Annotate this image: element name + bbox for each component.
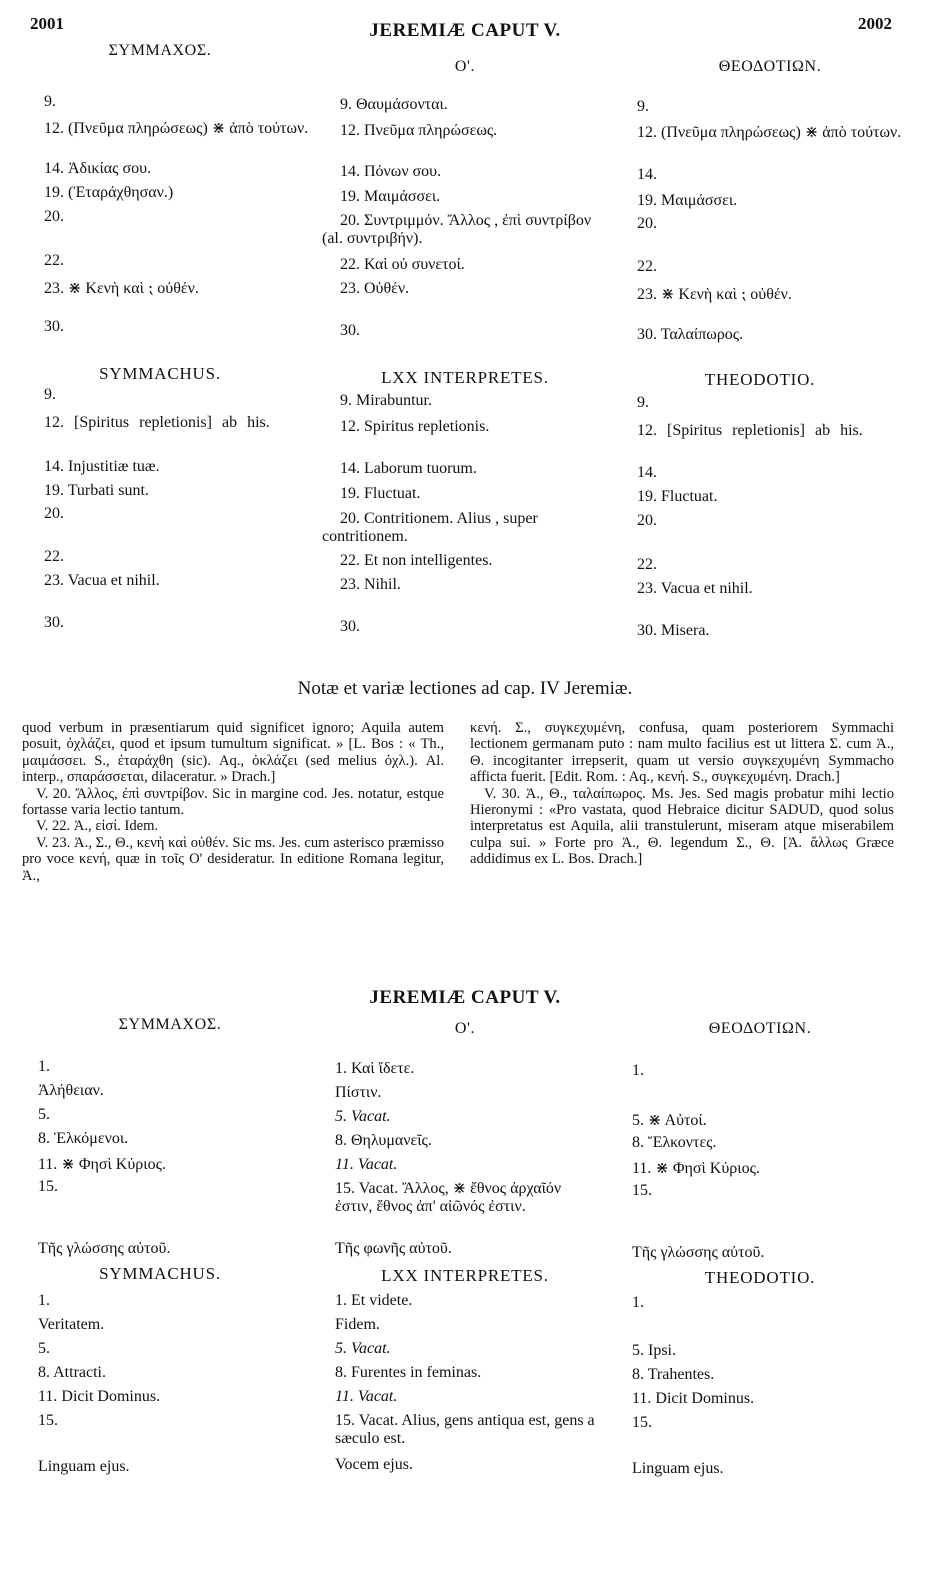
verse-line: 8. Attracti. [38,1364,106,1381]
verse-line: 20. [637,215,657,232]
verse-line: 30. [44,614,64,631]
verse-line: 30. [44,318,64,335]
verse-line: 1. Καὶ ἴδετε. [335,1060,415,1077]
verse-line: Vocem ejus. [335,1456,413,1473]
verse-line: 30. Misera. [637,622,710,639]
notes-title: Notæ et variæ lectiones ad cap. IV Jeremiæ. [297,678,633,699]
theodotion-latin-heading: THEODOTIO. [704,1268,816,1287]
verse-line: 12. Πνεῦμα πληρώσεως. [340,122,498,139]
verse-line: 23. Vacua et nihil. [44,572,160,589]
verse-line: 15. Vacat. Alius, gens antiqua est, gens a sæculo est. [335,1412,595,1447]
running-title: JEREMIÆ CAPUT V. [369,20,561,41]
verse-line: 19. Turbati sunt. [44,482,149,499]
note-paragraph: V. 20. Ἄλλος, ἐπὶ συντρίβον. Sic in margine cod. Jes. notatur, estque fortasse varia lectio tantum. [22,785,444,819]
verse-line: 9. [637,98,649,115]
verse-line: Τῆς γλώσσης αὐτοῦ. [38,1240,171,1257]
verse-line: Τῆς γλώσσης αὐτοῦ. [632,1244,765,1261]
symmachus-latin-heading: SYMMACHUS. [99,1264,221,1283]
verse-line: 19. Fluctuat. [637,488,718,505]
theodotion-greek-heading: ΘΕΟΔΟΤΙΩΝ. [708,1020,812,1037]
verse-line: 23. Οὐθέν. [340,280,410,297]
verse-line: 12. (Πνεῦμα πληρώσεως) ⋇ ἀπὸ τούτων. [44,120,309,137]
verse-line: 19. Μαιμάσσει. [340,188,441,205]
verse-line: 9. [44,386,56,403]
note-paragraph: V. 23. Ἀ., Σ., Θ., κενὴ καὶ οὐθέν. Sic ms. Jes. cum asterisco præmisso pro voce κενή, quæ in τοῖς Ο' desideratur. In editione Romana legitur, Ἀ., [22,834,444,884]
verse-line: 20. [637,512,657,529]
lxx-greek-heading: Ο'. [454,58,476,75]
verse-line: Linguam ejus. [632,1460,724,1477]
verse-line: 5. [38,1340,50,1357]
verse-line: 9. Θαυμάσονται. [340,96,448,113]
verse-line: 19. Fluctuat. [340,485,421,502]
note-paragraph: κενή. Σ., συγκεχυμένη, confusa, quam posteriorem Symmachi lectionem germanam puto : nam multo facilius est ut littera Σ. cum Ἀ., Θ. incogitanter irrepserit, quam ut versio συγκεχυμένη Symmacho afficta fuerit. [Edit. Rom. : Aq., κενή. S., συγκεχυμένη. Drach.] [470,720,894,786]
verse-line: 15. Vacat. Ἄλλος, ⋇ ἔθνος ἀρχαῖόν ἐστιν, ἔθνος ἀπ' αἰῶνός ἐστιν. [335,1180,562,1215]
verse-line: 9. Mirabuntur. [340,392,432,409]
verse-line: Linguam ejus. [38,1458,130,1475]
verse-line: 1. [38,1292,50,1309]
verse-line: 20. Συντριμμόν. Ἄλλος , ἐπὶ συντρίβον (al. συντριβήν). [322,212,592,247]
note-paragraph: V. 30. Ἀ., Θ., ταλαίπωρος. Ms. Jes. Sed magis probatur mihi lectio Hieronymi : «Pro vastata, quod Hebraice dicitur SADUD, quod solus interpretatus est Aquila, alii transtulerunt, miseram atque miserabilem culpa sui. » Forte pro Ἀ., Θ. legendum Σ., Θ. [Ἀ. ἄλλως Græce addidimus ex L. Bos. Drach.] [470,785,894,868]
verse-line: 1. [632,1294,644,1311]
section2-title: JEREMIÆ CAPUT V. [369,987,561,1008]
verse-line: 19. (Ἐταράχθησαν.) [44,184,174,201]
verse-line: 30. [340,322,360,339]
verse-line: 22. [44,548,64,565]
verse-line: 11. ⋇ Φησὶ Κύριος. [38,1156,166,1173]
verse-line: 15. [38,1178,58,1195]
verse-line: 9. [44,93,56,110]
verse-line: 23. ⋇ Κενὴ καὶ ⁏ οὐθέν. [44,280,199,297]
verse-line: 12. Spiritus repletionis. [340,418,490,435]
verse-line: 11. Vacat. [335,1156,398,1173]
verse-line: 19. Μαιμάσσει. [637,192,738,209]
theodotion-latin-heading: THEODOTIO. [704,370,816,389]
verse-line: 22. [637,556,657,573]
verse-line: 8. Furentes in feminas. [335,1364,482,1381]
verse-line: Πίστιν. [335,1084,382,1101]
verse-line: 8. Θηλυμανεῖς. [335,1132,432,1149]
verse-line: 14. Injustitiæ tuæ. [44,458,160,475]
page-number-right: 2002 [858,14,892,33]
symmachus-greek-heading: ΣΥΜΜΑΧΟΣ. [108,42,212,59]
symmachus-latin-heading: SYMMACHUS. [99,364,221,383]
verse-line: 9. [637,394,649,411]
verse-line: 20. [44,505,64,522]
verse-line: 11. Dicit Dominus. [38,1388,161,1405]
verse-line: 22. Et non intelligentes. [340,552,493,569]
verse-line: 14. Πόνων σου. [340,163,442,180]
verse-line: 5. Ipsi. [632,1342,676,1359]
lxx-latin-heading: LXX INTERPRETES. [381,368,549,387]
verse-line: 12. [Spiritus repletionis] ab his. [637,422,863,439]
verse-line: 20. Contritionem. Alius , super contritionem. [322,510,538,545]
theodotion-greek-heading: ΘΕΟΔΟΤΙΩΝ. [718,58,822,75]
verse-line: 15. [632,1182,652,1199]
verse-line: Τῆς φωνῆς αὐτοῦ. [335,1240,452,1257]
verse-line: 14. [637,464,657,481]
notes-left-column [22,720,444,884]
note-paragraph: V. 22. Ἀ., εἰσί. Idem. [36,818,159,835]
verse-line: 5. Vacat. [335,1340,391,1357]
verse-line: 14. Laborum tuorum. [340,460,477,477]
verse-line: 15. [38,1412,58,1429]
verse-line: 12. (Πνεῦμα πληρώσεως) ⋇ ἀπὸ τούτων. [637,124,902,141]
verse-line: 5. ⋇ Αὐτοί. [632,1112,707,1129]
verse-line: 15. [632,1414,652,1431]
verse-line: 14. Ἀδικίας σου. [44,160,152,177]
verse-line: 5. Vacat. [335,1108,391,1125]
verse-line: 30. Ταλαίπωρος. [637,326,744,343]
verse-line: 30. [340,618,360,635]
verse-line: 1. [632,1062,644,1079]
verse-line: 8. Ἑλκόμενοι. [38,1130,129,1147]
verse-line: 12. [Spiritus repletionis] ab his. [44,414,270,431]
lxx-latin-heading: LXX INTERPRETES. [381,1266,549,1285]
verse-line: Veritatem. [38,1316,105,1333]
verse-line: 23. Nihil. [340,576,401,593]
lxx-greek-heading: Ο'. [454,1020,476,1037]
verse-line: 1. [38,1058,50,1075]
verse-line: 8. Ἕλκοντες. [632,1134,717,1151]
verse-line: 11. ⋇ Φησὶ Κύριος. [632,1160,760,1177]
page-number-left: 2001 [30,14,64,33]
verse-line: 22. [44,252,64,269]
notes-right-column [470,720,894,868]
verse-line: 11. Vacat. [335,1388,398,1405]
verse-line: 23. ⋇ Κενὴ καὶ ⁏ οὐθέν. [637,286,792,303]
verse-line: 23. Vacua et nihil. [637,580,753,597]
verse-line: Fidem. [335,1316,380,1333]
verse-line: Ἀλήθειαν. [38,1082,104,1099]
verse-line: 14. [637,166,657,183]
verse-line: 22. [637,258,657,275]
symmachus-greek-heading: ΣΥΜΜΑΧΟΣ. [118,1016,222,1033]
verse-line: 8. Trahentes. [632,1366,715,1383]
verse-line: 20. [44,208,64,225]
verse-line: 1. Et videte. [335,1292,413,1309]
verse-line: 22. Καὶ οὐ συνετοί. [340,256,465,273]
note-paragraph: quod verbum in præsentiarum quid significet ignoro; Aquila autem posuit, ὀχλάζει, quod et ipsum tumultum significat. » [L. Bos : « Th., μαιμάσσει. S., ἐταράχθη (sic). Aq., ὀκλάζει (sed melius ὀχλ.). Al. interp., σπαράσσεται, dilaceratur. » Drach.] [22,720,444,786]
verse-line: 5. [38,1106,50,1123]
verse-line: 11. Dicit Dominus. [632,1390,755,1407]
